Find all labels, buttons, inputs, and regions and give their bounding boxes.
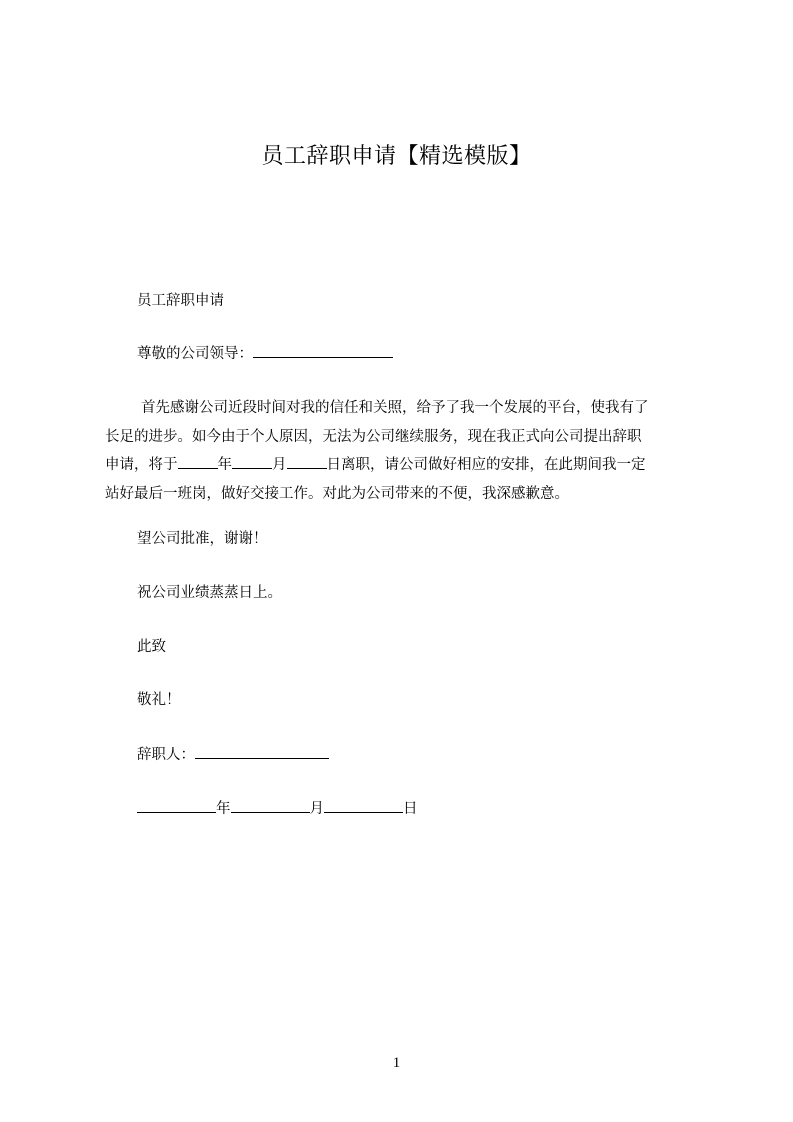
leave-year-label: 年 <box>217 457 232 473</box>
leave-month-blank <box>232 454 272 469</box>
sign-day-blank <box>324 798 403 813</box>
sign-month-blank <box>231 798 310 813</box>
leave-date-prefix: 申请，将于 <box>105 457 178 473</box>
recipient-blank <box>253 343 393 358</box>
body-line-2: 长足的进步。如今由于个人原因，无法为公司继续服务，现在我正式向公司提出辞职 <box>105 428 642 445</box>
sign-day-label: 日 <box>403 801 418 817</box>
signer-label: 辞职人： <box>137 747 195 763</box>
leave-month-label: 月 <box>272 457 287 473</box>
sign-month-label: 月 <box>309 801 324 817</box>
closing-line-2: 敬礼！ <box>137 692 181 708</box>
sign-year-label: 年 <box>216 801 231 817</box>
page-number: 1 <box>392 1055 401 1071</box>
date-line <box>137 798 418 819</box>
signer-line <box>137 744 329 765</box>
signer-blank <box>195 744 329 759</box>
body-line-1: 首先感谢公司近段时间对我的信任和关照，给予了我一个发展的平台，使我有了 <box>141 400 649 416</box>
body-line-3 <box>105 451 701 480</box>
document-title: 员工辞职申请【精选模版】 <box>261 144 532 169</box>
leave-day-blank <box>287 454 327 469</box>
closing-line-1: 此致 <box>137 639 166 655</box>
salutation-line <box>137 343 393 364</box>
letter-subtitle: 员工辞职申请 <box>137 293 224 309</box>
body-paragraph <box>105 394 701 508</box>
request-line: 望公司批准，谢谢！ <box>137 531 268 547</box>
salutation-text: 尊敬的公司领导： <box>137 346 253 362</box>
leave-date-suffix: 日离职，请公司做好相应的安排，在此期间我一定 <box>326 457 646 473</box>
wish-line: 祝公司业绩蒸蒸日上。 <box>137 585 282 601</box>
sign-year-blank <box>137 798 216 813</box>
leave-year-blank <box>178 454 218 469</box>
body-line-4: 站好最后一班岗，做好交接工作。对此为公司带来的不便，我深感歉意。 <box>105 485 569 502</box>
